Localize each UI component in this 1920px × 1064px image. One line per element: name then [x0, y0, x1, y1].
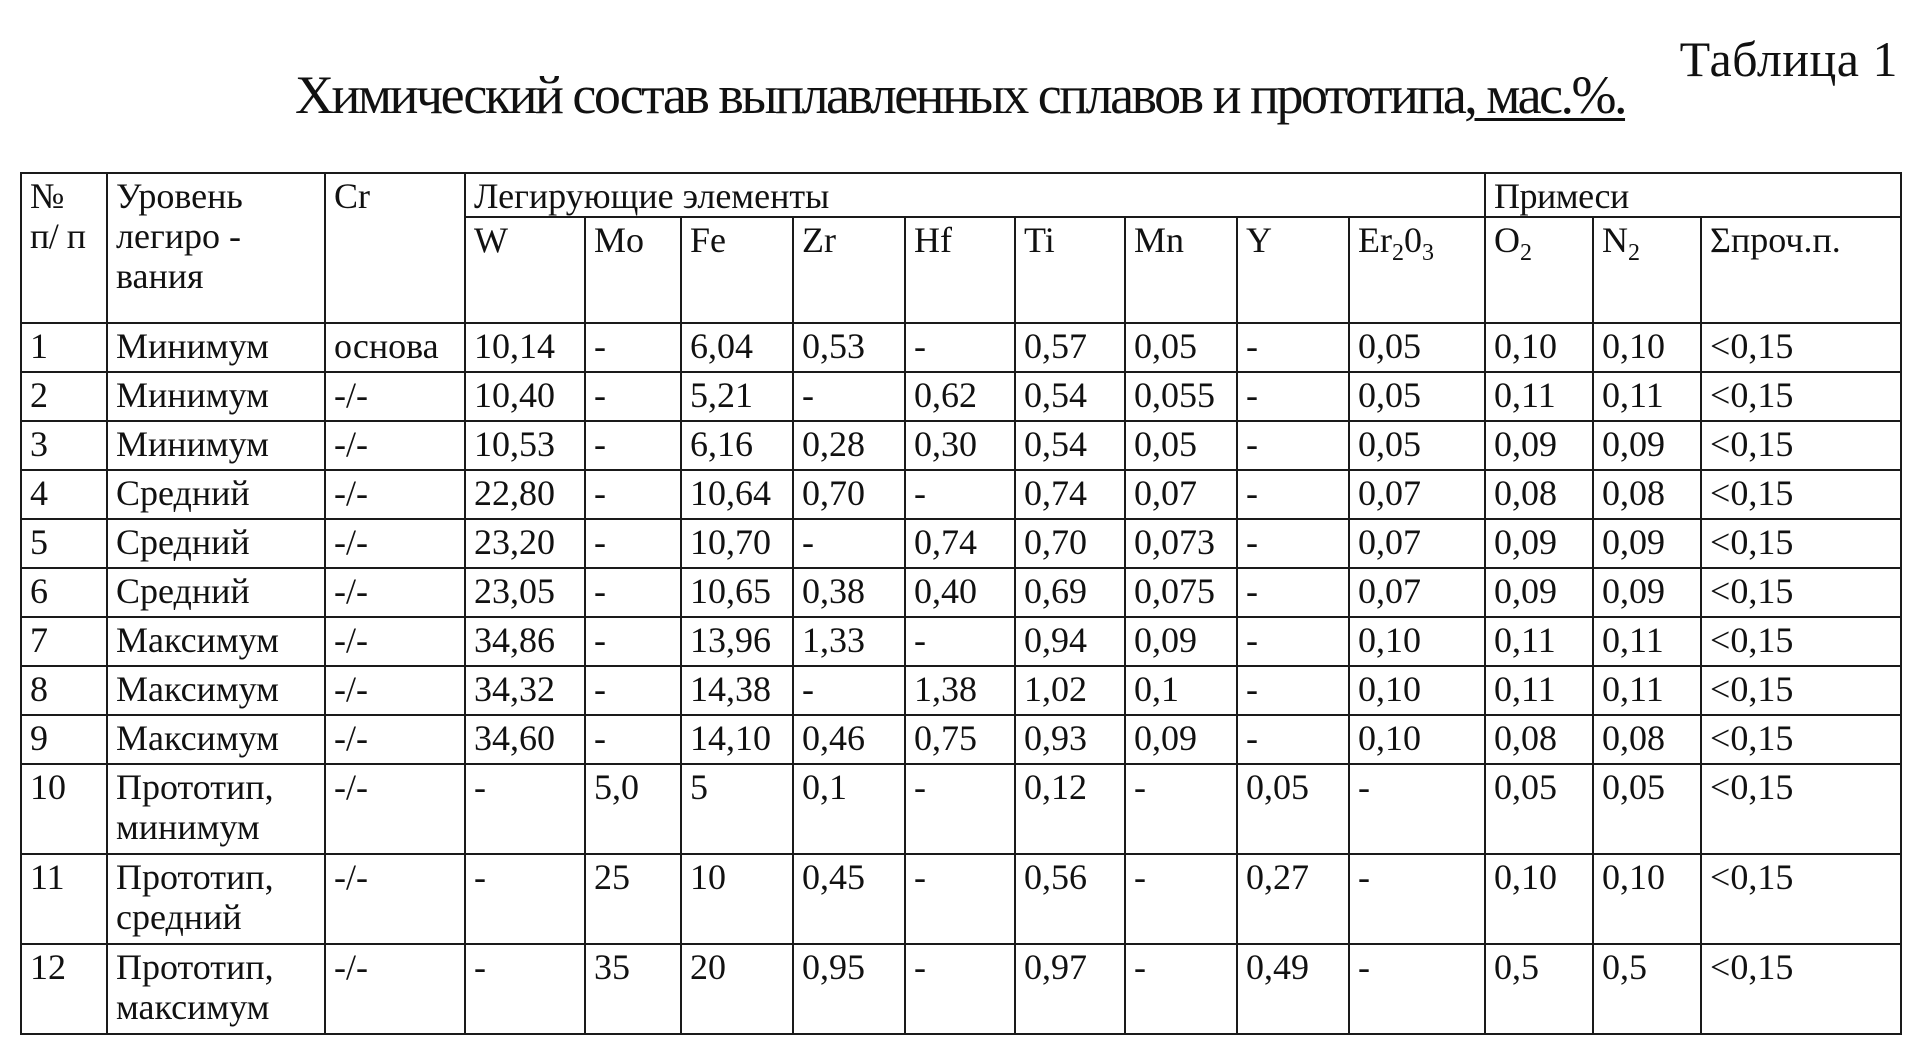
header-impurities-group: Примеси: [1485, 173, 1901, 217]
cell-mn: 0,05: [1125, 421, 1237, 470]
cell-hf: 0,62: [905, 372, 1015, 421]
cell-er2o3: 0,10: [1349, 715, 1485, 764]
header-num: № п/ п: [21, 173, 107, 323]
header-y: Y: [1237, 217, 1349, 323]
cell-n2: 0,08: [1593, 470, 1701, 519]
cell-num: 10: [21, 764, 107, 854]
table-row: [21, 372, 1901, 421]
header-o2: [1485, 217, 1593, 323]
cell-mn: -: [1125, 764, 1237, 854]
cell-fe: 10,65: [681, 568, 793, 617]
cell-ti: 0,12: [1015, 764, 1125, 854]
cell-w: 34,60: [465, 715, 585, 764]
cell-cr: -/-: [325, 470, 465, 519]
cell-o2: 0,08: [1485, 715, 1593, 764]
cell-ti: 0,54: [1015, 372, 1125, 421]
cell-y: 0,49: [1237, 944, 1349, 1034]
table-row: [21, 666, 1901, 715]
header-o2-base: O: [1494, 220, 1521, 260]
cell-hf: 0,75: [905, 715, 1015, 764]
cell-n2: 0,5: [1593, 944, 1701, 1034]
cell-cr: -/-: [325, 519, 465, 568]
cell-other: <0,15: [1701, 519, 1901, 568]
table-row: [21, 764, 1901, 854]
cell-w: -: [465, 854, 585, 944]
cell-zr: 0,46: [793, 715, 905, 764]
cell-cr: -/-: [325, 764, 465, 854]
cell-ti: 0,69: [1015, 568, 1125, 617]
table-body: [21, 323, 1901, 1034]
cell-num: 3: [21, 421, 107, 470]
cell-hf: 0,30: [905, 421, 1015, 470]
cell-other: <0,15: [1701, 617, 1901, 666]
cell-cr: -/-: [325, 421, 465, 470]
cell-other: <0,15: [1701, 944, 1901, 1034]
cell-fe: 10: [681, 854, 793, 944]
cell-w: 22,80: [465, 470, 585, 519]
cell-mo: -: [585, 666, 681, 715]
cell-zr: 0,38: [793, 568, 905, 617]
cell-ti: 0,57: [1015, 323, 1125, 372]
cell-mn: 0,075: [1125, 568, 1237, 617]
cell-fe: 13,96: [681, 617, 793, 666]
cell-o2: 0,05: [1485, 764, 1593, 854]
cell-er2o3: -: [1349, 854, 1485, 944]
cell-o2: 0,10: [1485, 854, 1593, 944]
cell-o2: 0,11: [1485, 617, 1593, 666]
header-ti: Ti: [1015, 217, 1125, 323]
cell-other: <0,15: [1701, 854, 1901, 944]
cell-er2o3: -: [1349, 944, 1485, 1034]
cell-cr: -/-: [325, 568, 465, 617]
cell-o2: 0,11: [1485, 666, 1593, 715]
cell-o2: 0,10: [1485, 323, 1593, 372]
header-fe: Fe: [681, 217, 793, 323]
cell-zr: 0,70: [793, 470, 905, 519]
cell-er2o3: 0,07: [1349, 568, 1485, 617]
cell-mn: 0,1: [1125, 666, 1237, 715]
header-er2o3-sub2: 3: [1421, 240, 1434, 267]
cell-num: 7: [21, 617, 107, 666]
cell-mo: -: [585, 470, 681, 519]
cell-hf: -: [905, 617, 1015, 666]
cell-y: 0,05: [1237, 764, 1349, 854]
header-w: W: [465, 217, 585, 323]
cell-y: -: [1237, 470, 1349, 519]
cell-er2o3: 0,05: [1349, 323, 1485, 372]
header-zr: Zr: [793, 217, 905, 323]
table-row: [21, 568, 1901, 617]
cell-mo: -: [585, 519, 681, 568]
cell-ti: 0,70: [1015, 519, 1125, 568]
cell-num: 4: [21, 470, 107, 519]
cell-fe: 14,38: [681, 666, 793, 715]
table-row: [21, 944, 1901, 1034]
cell-fe: 6,16: [681, 421, 793, 470]
cell-n2: 0,09: [1593, 421, 1701, 470]
cell-w: -: [465, 944, 585, 1034]
header-er2o3-sub1: 2: [1391, 240, 1404, 267]
cell-level: Средний: [107, 568, 325, 617]
cell-other: <0,15: [1701, 421, 1901, 470]
cell-n2: 0,11: [1593, 372, 1701, 421]
cell-mn: -: [1125, 854, 1237, 944]
cell-num: 6: [21, 568, 107, 617]
cell-y: -: [1237, 519, 1349, 568]
cell-fe: 20: [681, 944, 793, 1034]
cell-fe: 10,70: [681, 519, 793, 568]
cell-hf: 1,38: [905, 666, 1015, 715]
header-n2-base: N: [1602, 220, 1629, 260]
cell-mn: 0,073: [1125, 519, 1237, 568]
cell-zr: 0,53: [793, 323, 905, 372]
cell-cr: -/-: [325, 666, 465, 715]
table-number: Таблица 1: [1679, 31, 1898, 87]
cell-n2: 0,11: [1593, 617, 1701, 666]
cell-num: 1: [21, 323, 107, 372]
cell-fe: 5: [681, 764, 793, 854]
cell-mo: -: [585, 323, 681, 372]
cell-w: -: [465, 764, 585, 854]
cell-other: <0,15: [1701, 323, 1901, 372]
cell-level: Прототип, максимум: [107, 944, 325, 1034]
cell-level: Прототип, средний: [107, 854, 325, 944]
header-er2o3: [1349, 217, 1485, 323]
cell-w: 23,05: [465, 568, 585, 617]
cell-y: -: [1237, 617, 1349, 666]
cell-other: <0,15: [1701, 372, 1901, 421]
cell-level: Средний: [107, 470, 325, 519]
cell-hf: -: [905, 854, 1015, 944]
cell-other: <0,15: [1701, 666, 1901, 715]
cell-mo: -: [585, 617, 681, 666]
cell-zr: -: [793, 519, 905, 568]
cell-o2: 0,5: [1485, 944, 1593, 1034]
cell-ti: 0,74: [1015, 470, 1125, 519]
cell-hf: -: [905, 470, 1015, 519]
cell-level: Минимум: [107, 372, 325, 421]
cell-level: Прототип, минимум: [107, 764, 325, 854]
composition-table: [20, 172, 1902, 1035]
cell-ti: 0,56: [1015, 854, 1125, 944]
table-title: [0, 64, 1920, 126]
cell-other: <0,15: [1701, 715, 1901, 764]
cell-mo: -: [585, 372, 681, 421]
cell-o2: 0,09: [1485, 421, 1593, 470]
header-alloying-group: Легирующие элементы: [465, 173, 1485, 217]
cell-hf: 0,40: [905, 568, 1015, 617]
cell-er2o3: 0,10: [1349, 666, 1485, 715]
cell-er2o3: 0,05: [1349, 372, 1485, 421]
cell-er2o3: 0,10: [1349, 617, 1485, 666]
cell-mn: -: [1125, 944, 1237, 1034]
cell-y: -: [1237, 715, 1349, 764]
cell-mn: 0,09: [1125, 617, 1237, 666]
cell-level: Максимум: [107, 715, 325, 764]
cell-hf: -: [905, 323, 1015, 372]
cell-w: 10,40: [465, 372, 585, 421]
cell-mo: 35: [585, 944, 681, 1034]
cell-level: Минимум: [107, 323, 325, 372]
cell-n2: 0,10: [1593, 854, 1701, 944]
cell-w: 10,14: [465, 323, 585, 372]
cell-zr: -: [793, 372, 905, 421]
cell-y: -: [1237, 323, 1349, 372]
cell-other: <0,15: [1701, 764, 1901, 854]
cell-num: 12: [21, 944, 107, 1034]
cell-n2: 0,08: [1593, 715, 1701, 764]
cell-zr: 0,95: [793, 944, 905, 1034]
cell-num: 11: [21, 854, 107, 944]
cell-hf: -: [905, 944, 1015, 1034]
cell-n2: 0,05: [1593, 764, 1701, 854]
cell-mn: 0,07: [1125, 470, 1237, 519]
cell-other: <0,15: [1701, 470, 1901, 519]
cell-cr: -/-: [325, 944, 465, 1034]
cell-o2: 0,09: [1485, 519, 1593, 568]
cell-er2o3: -: [1349, 764, 1485, 854]
cell-w: 34,86: [465, 617, 585, 666]
header-hf: Hf: [905, 217, 1015, 323]
cell-n2: 0,10: [1593, 323, 1701, 372]
header-o2-sub: 2: [1520, 240, 1533, 267]
cell-level: Средний: [107, 519, 325, 568]
cell-ti: 0,54: [1015, 421, 1125, 470]
cell-cr: основа: [325, 323, 465, 372]
cell-mn: 0,055: [1125, 372, 1237, 421]
header-other: Σпроч.п.: [1701, 217, 1901, 323]
cell-cr: -/-: [325, 617, 465, 666]
cell-hf: -: [905, 764, 1015, 854]
cell-num: 9: [21, 715, 107, 764]
table-title-main: Химический состав выплавленных сплавов и прототипа: [294, 65, 1465, 125]
cell-zr: 0,28: [793, 421, 905, 470]
cell-n2: 0,11: [1593, 666, 1701, 715]
cell-num: 8: [21, 666, 107, 715]
table-title-units: , мас.%.: [1464, 65, 1626, 125]
header-mo: Mo: [585, 217, 681, 323]
cell-n2: 0,09: [1593, 519, 1701, 568]
cell-hf: 0,74: [905, 519, 1015, 568]
cell-fe: 5,21: [681, 372, 793, 421]
header-n2-sub: 2: [1628, 240, 1641, 267]
cell-y: -: [1237, 666, 1349, 715]
cell-fe: 6,04: [681, 323, 793, 372]
cell-zr: 0,1: [793, 764, 905, 854]
cell-ti: 0,93: [1015, 715, 1125, 764]
header-n2: [1593, 217, 1701, 323]
cell-other: <0,15: [1701, 568, 1901, 617]
cell-fe: 14,10: [681, 715, 793, 764]
cell-er2o3: 0,07: [1349, 519, 1485, 568]
cell-y: 0,27: [1237, 854, 1349, 944]
cell-level: Максимум: [107, 666, 325, 715]
cell-mn: 0,05: [1125, 323, 1237, 372]
cell-cr: -/-: [325, 372, 465, 421]
table-row: [21, 854, 1901, 944]
header-cr: Cr: [325, 173, 465, 323]
cell-num: 5: [21, 519, 107, 568]
header-level: Уровень легиро - вания: [107, 173, 325, 323]
cell-mo: 5,0: [585, 764, 681, 854]
cell-mo: -: [585, 715, 681, 764]
cell-o2: 0,09: [1485, 568, 1593, 617]
header-er2o3-base: Er: [1358, 220, 1392, 260]
cell-ti: 0,97: [1015, 944, 1125, 1034]
cell-y: -: [1237, 568, 1349, 617]
table-row: [21, 715, 1901, 764]
cell-o2: 0,11: [1485, 372, 1593, 421]
cell-ti: 1,02: [1015, 666, 1125, 715]
cell-zr: 1,33: [793, 617, 905, 666]
cell-er2o3: 0,05: [1349, 421, 1485, 470]
cell-level: Максимум: [107, 617, 325, 666]
cell-y: -: [1237, 372, 1349, 421]
cell-num: 2: [21, 372, 107, 421]
table-row: [21, 470, 1901, 519]
table-row: [21, 421, 1901, 470]
table-row: [21, 323, 1901, 372]
cell-mo: -: [585, 568, 681, 617]
cell-o2: 0,08: [1485, 470, 1593, 519]
table-row: [21, 519, 1901, 568]
cell-fe: 10,64: [681, 470, 793, 519]
cell-zr: 0,45: [793, 854, 905, 944]
cell-mo: 25: [585, 854, 681, 944]
cell-w: 23,20: [465, 519, 585, 568]
cell-w: 10,53: [465, 421, 585, 470]
header-er2o3-mid: 0: [1403, 220, 1422, 260]
cell-y: -: [1237, 421, 1349, 470]
cell-cr: -/-: [325, 854, 465, 944]
table-row: [21, 617, 1901, 666]
header-mn: Mn: [1125, 217, 1237, 323]
cell-level: Минимум: [107, 421, 325, 470]
cell-ti: 0,94: [1015, 617, 1125, 666]
cell-w: 34,32: [465, 666, 585, 715]
cell-cr: -/-: [325, 715, 465, 764]
cell-mn: 0,09: [1125, 715, 1237, 764]
cell-mo: -: [585, 421, 681, 470]
cell-zr: -: [793, 666, 905, 715]
cell-er2o3: 0,07: [1349, 470, 1485, 519]
cell-n2: 0,09: [1593, 568, 1701, 617]
